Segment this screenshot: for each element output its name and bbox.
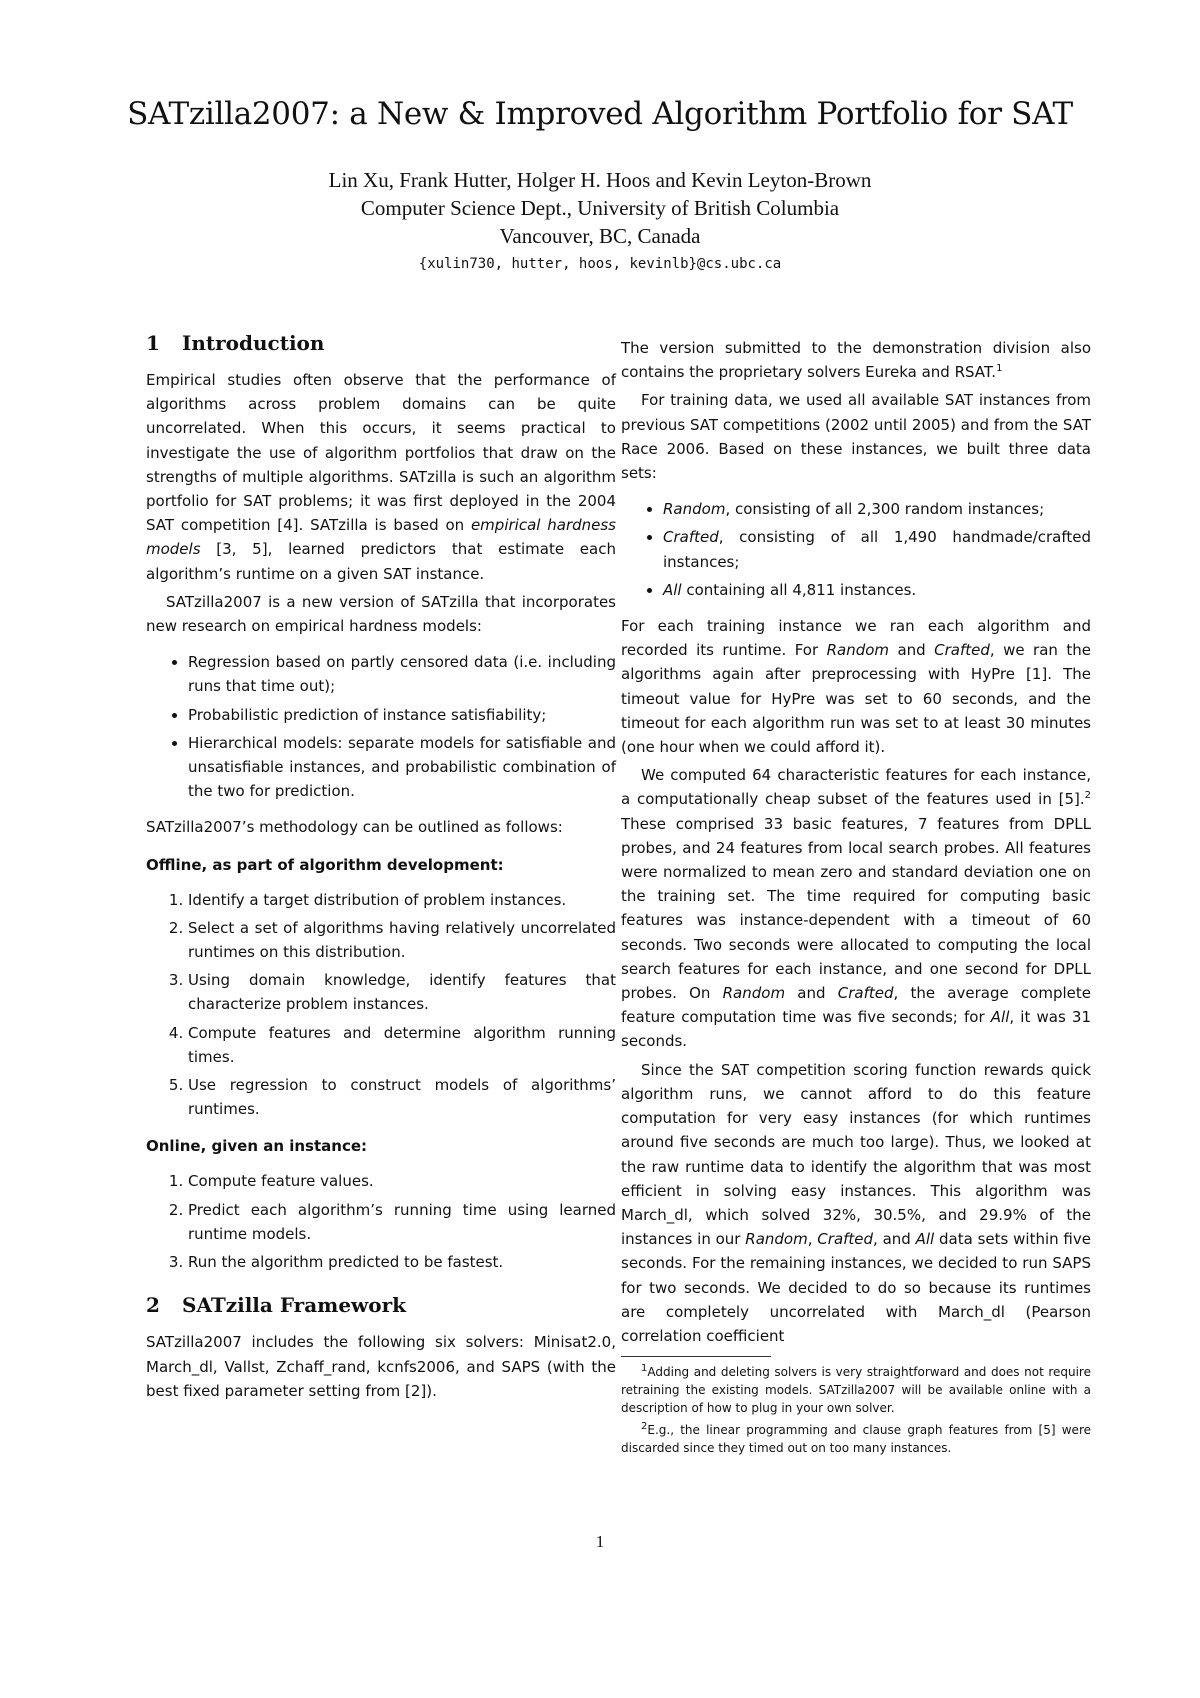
text-run: , and [873,1230,916,1249]
text-run: , consisting of all 1,490 handmade/crafted instances; [663,528,1091,571]
right-paragraph-4 [621,763,1091,1053]
list-item: • Hierarchical models: separate models for satisfiable and unsatisfiable instances, and probabilistic combination of the two for prediction. [188,731,616,804]
intro-paragraph-2: SATzilla2007 is a new version of SATzilla that incorporates new research on empirical hardness models: [146,592,616,636]
emphasis: Crafted [817,1230,874,1249]
section-title: Introduction [182,331,325,355]
text-run: Since the SAT competition scoring function rewards quick algorithm runs, we cannot afford to do this feature computation for very easy instances (for which runtimes around five seconds are much too large). Thus, we looked at the raw runtime data to identify the algorithm that was most efficient in solving easy instances. This algorithm was March_dl, which solved 32%, 30.5%, and 29.9% of the instances in our [621,1060,1091,1249]
emphasis: Random [826,641,890,660]
text-run: , consisting of all 2,300 random instances; [725,500,1045,519]
section-title: SATzilla Framework [182,1293,407,1318]
list-item [663,525,1091,573]
right-paragraph-2: For training data, we used all available SAT instances from previous SAT competitions (2002 until 2005) and from the SAT Race 2006. Based on these instances, we built three data sets: [621,391,1091,483]
footnote [621,1363,1091,1417]
author-names: Lin Xu, Frank Hutter, Holger H. Hoos and Kevin Leyton-Brown [328,168,872,192]
left-column [146,330,616,1407]
text-run: data sets within five seconds. For the remaining instances, we decided to run SAPS for two seconds. We decided to do so because its runtimes are completely uncorrelated with March_dl (Pearson correlation coefficient [621,1230,1091,1345]
footnote-mark: 2 [641,1421,648,1433]
right-paragraph-5 [621,1058,1091,1348]
dataset-bullet-list [621,497,1091,602]
footnote-mark: 1 [996,363,1003,375]
text-run: , we ran the algorithms again after preprocessing with HyPre [1]. The timeout value for HyPre was set to 60 seconds, and the timeout for each algorithm run was set to at least 30 minutes (one hour when we could afford it). [621,641,1091,757]
text-run: Empirical studies often observe that the performance of algorithms across problem domains can be quite uncorrelated. When this occurs, it seems practical to investigate the use of algorithm portfolios that draw on the strengths of multiple algorithms. SATzilla is such an algorithm portfolio for SAT problems; it was first deployed in the 2004 SAT competition [4]. SATzilla is based on [146,371,616,535]
list-item: 1. Compute feature values. [188,1169,616,1193]
footnote-text: Adding and deleting solvers is very straightforward and does not require retraining the existing models. SATzilla2007 will be available online with a description of how to plug in your own solver. [621,1365,1091,1416]
author-location: Vancouver, BC, Canada [499,224,701,248]
text-run: We computed 64 characteristic features for each instance, a computationally cheap subset of the features used in [5]. [621,766,1091,809]
emphasis: All [990,1008,1010,1027]
footnote-mark: 2 [1084,790,1091,802]
text-run: The version submitted to the demonstration division also contains the proprietary solvers Eureka and RSAT. [621,339,1091,382]
list-item: 3. Using domain knowledge, identify features that characterize problem instances. [188,968,616,1016]
intro-paragraph-3: SATzilla2007’s methodology can be outlined as follows: [146,818,563,837]
right-paragraph-3 [621,614,1091,759]
list-item: • Probabilistic prediction of instance satisfiability; [188,703,616,727]
right-paragraph-1 [621,336,1091,384]
footnote [621,1421,1091,1457]
text-run: and [785,984,838,1003]
emphasis: empirical hardness models [146,516,616,559]
footnote-text: E.g., the linear programming and clause graph features from [5] were discarded since they timed out on too many instances. [621,1423,1091,1456]
emphasis: Crafted [837,984,894,1003]
list-item: 3. Run the algorithm predicted to be fastest. [188,1250,616,1274]
footnote-divider [621,1356,771,1357]
offline-steps-list [146,888,616,1122]
list-item [663,578,1091,602]
emphasis: Crafted [934,641,990,660]
footnote-mark: 1 [641,1363,648,1375]
list-item: 5. Use regression to construct models of algorithms’ runtimes. [188,1073,616,1121]
list-item: 1. Identify a target distribution of problem instances. [188,888,616,912]
list-item: 2. Select a set of algorithms having relatively uncorrelated runtimes on this distribution. [188,916,616,964]
emphasis: Random [745,1230,808,1249]
text-run: , the average complete feature computation time was five seconds; for [621,984,1091,1027]
emphasis: Random [722,984,786,1003]
emphasis: Random [663,500,726,519]
author-emails: {xulin730, hutter, hoos, kevinlb}@cs.ubc.ca [418,256,782,272]
section-number: 2 [146,1293,160,1318]
online-steps-list [146,1169,616,1274]
text-run: , [807,1230,818,1249]
text-run: containing all 4,811 instances. [681,580,917,599]
footnotes [621,1363,1091,1457]
intro-paragraph-1 [146,368,616,586]
list-item: 2. Predict each algorithm’s running time using learned runtime models. [188,1198,616,1246]
section-heading-framework [146,1292,616,1318]
text-run: These comprised 33 basic features, 7 features from DPLL probes, and 24 features from local search probes. All features were normalized to mean zero and standard deviation one on the training set. The time required for computing basic features was instance-dependent with a timeout of 60 seconds. Two seconds were allocated to computing the local search features for each instance, and one second for DPLL probes. On [621,814,1091,1003]
offline-heading: Offline, as part of algorithm development: [146,855,504,874]
emphasis: Crafted [663,528,719,547]
right-column [621,336,1091,1461]
section-number: 1 [146,331,160,355]
framework-paragraph-1: SATzilla2007 includes the following six solvers: Minisat2.0, March_dl, Vallst, Zchaff_rand, kcnfs2006, and SAPS (with the best fixed parameter setting from [2]). [146,1333,616,1400]
paper-title: SATzilla2007: a New & Improved Algorithm Portfolio for SAT [127,96,1073,132]
page-number: 1 [595,1532,605,1551]
author-affiliation: Computer Science Dept., University of British Columbia [360,196,840,220]
text-run: and [889,641,935,660]
emphasis: All [915,1230,935,1249]
list-item: • Regression based on partly censored data (i.e. including runs that time out); [188,650,616,698]
author-block [0,166,1200,278]
text-run: For each training instance we ran each algorithm and recorded its runtime. For [621,617,1091,660]
feature-bullet-list [146,650,616,803]
text-run: , it was 31 seconds. [621,1008,1091,1051]
list-item: 4. Compute features and determine algorithm running times. [188,1021,616,1069]
online-heading: Online, given an instance: [146,1137,368,1156]
emphasis: All [663,580,682,599]
text-run: [3, 5], learned predictors that estimate each algorithm’s runtime on a given SAT instance. [146,540,616,583]
list-item [663,497,1091,521]
section-heading-introduction [146,330,616,356]
